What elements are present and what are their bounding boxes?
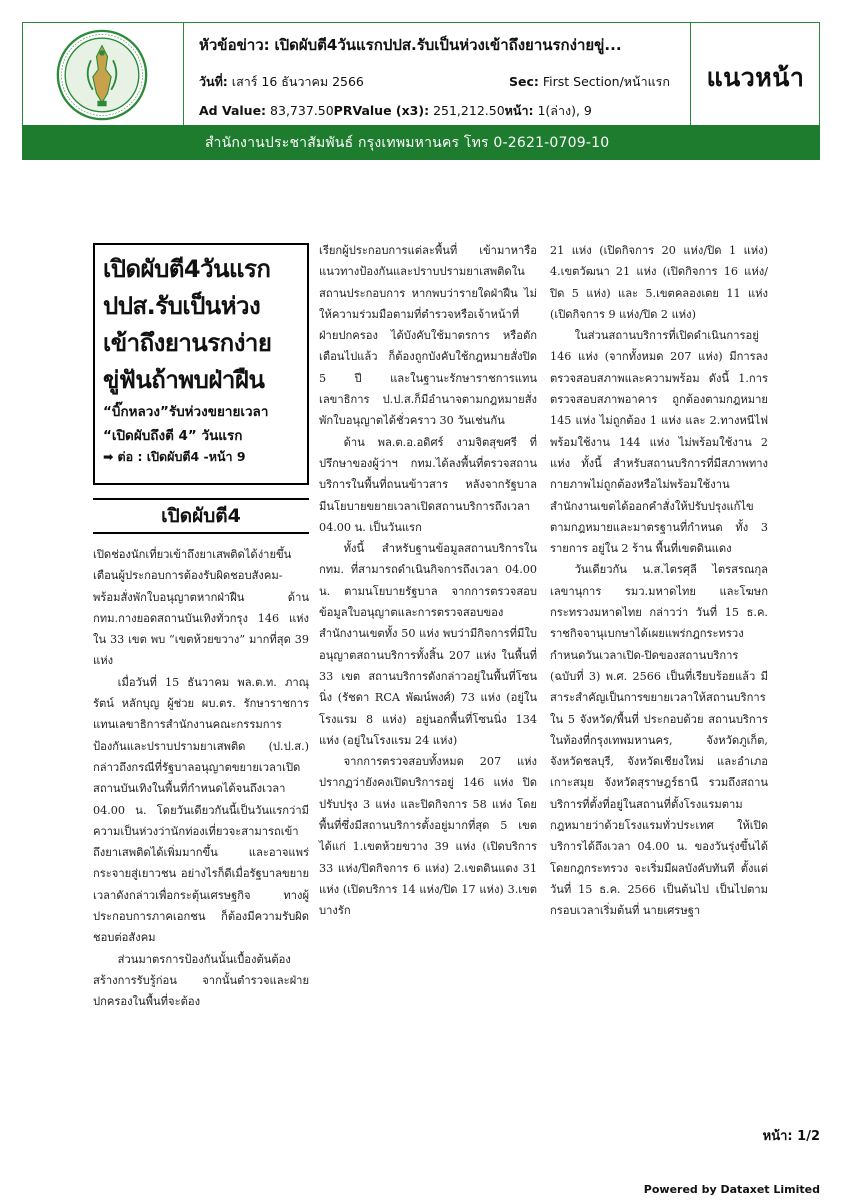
paragraph: ทั้งนี้ สำหรับฐานข้อมูลสถานบริการใน กทม. ที่สามารถดำเนินกิจการถึงเวลา 04.00 น. ตามนโยบายรัฐบาล จากการตรวจสอบข้อมูลใบอนุญาตและการตรวจสอบของสำนักงานเขตทั้ง 50 แห่ง พบว่ามีกิจการที่มีใบอนุญาตสถานบริการทั้งสิ้น 207 แห่ง ในพื้นที่ 33 เขต สถานบริการดังกล่าวอยู่ในพื้นที่โซนนิ่ง (รัชดา RCA พัฒน์พงศ์) 73 แห่ง (อยู่ในโรงแรม 8 แห่ง) อยู่นอกพื้นที่โซนนิ่ง 134 แห่ง (อยู่ในโรงแรม 24 แห่ง) (319, 542, 537, 747)
clipping-info (199, 33, 689, 121)
paragraph: วันเดียวกัน น.ส.ไตรศุลี ไตรสรณกุล เลขานุการ รมว.มหาดไทย และโฆษกกระทรวงมหาดไทย กล่าวว่า วันที่ 15 ธ.ค. ราชกิจจานุเบกษาได้เผยแพร่กฎกระทรวงกำหนดวันเวลาเปิด-ปิดของสถานบริการ (ฉบับที่ 3) พ.ศ. 2566 เป็นที่เรียบร้อยแล้ว มีสาระสำคัญเป็นการขยายเวลาให้สถานบริการใน 5 จังหวัด/พื้นที่ ประกอบด้วย สถานบริการในท้องที่กรุงเทพมหานคร, จังหวัดภูเก็ต, จังหวัดชลบุรี, จังหวัดเชียงใหม่ และอำเภอเกาะสมุย จังหวัดสุราษฎร์ธานี รวมถึงสถานบริการที่ตั้งที่อยู่ในสถานที่ตั้งโรงแรมตามกฎหมายว่าด้วยโรงแรมทั่วประเทศ ให้เปิดบริการได้ถึงเวลา 04.00 น. ของวันรุ่งขึ้นได้ โดยกฎกระทรวง จะเริ่มมีผลบังคับทันที ตั้งแต่วันที่ 15 ธ.ค. 2566 เป็นต้นไป เป็นไปตามกรอบเวลาเริ่มต้นที่ นายเศรษฐา (550, 563, 768, 918)
sec-label: Sec: (509, 74, 539, 89)
paragraph: เปิดช่องนักเที่ยวเข้าถึงยาเสพติดได้ง่ายขึ้น เตือนผู้ประกอบการต้องรับผิดชอบสังคม-พร้อมสั่งพักใบอนุญาตหากฝ่าฝืน ด้าน กทม.กางยอดสถานบันเทิงทั่วกรุง 146 แห่ง ใน 33 เขต พบ “เขตห้วยขวาง” มากที่สุด 39 แห่ง (93, 548, 309, 668)
ad-row (199, 101, 689, 121)
column-title: เปิดผับตี4 (93, 498, 309, 534)
paragraph: 21 แห่ง (เปิดกิจการ 20 แห่ง/ปิด 1 แห่ง) 4.เขตวัฒนา 21 แห่ง (เปิดกิจการ 16 แห่ง/ปิด 5 แห่ง) และ 5.เขตคลองเตย 11 แห่ง (เปิดกิจการ 9 แห่ง/ปิด 2 แห่ง) (550, 244, 768, 321)
article-headline-box (93, 243, 309, 485)
logo-cell (23, 23, 184, 133)
date-row (199, 72, 689, 88)
subhead-line: “เปิดผับถึงตี 4” วันแรก (103, 428, 243, 444)
paragraph: ในส่วนสถานบริการที่เปิดดำเนินการอยู่ 146 แห่ง (จากทั้งหมด 207 แห่ง) มีการลงตรวจสอบสภาพและความพร้อม ดังนี้ 1.การตรวจสอบสภาพอาคาร ถูกต้องตามกฎหมาย 145 แห่ง ไม่ถูกต้อง 1 แห่ง และ 2.ทางหนีไฟ พร้อมใช้งาน 144 แห่ง ไม่พร้อมใช้งาน 2 แห่ง ทั้งนี้ สำหรับสถานบริการที่มีสภาพทางกายภาพไม่ถูกต้องหรือไม่พร้อมใช้งาน สำนักงานเขตได้ออกคำสั่งให้ปรับปรุงแก้ไขตามกฎหมายและมาตรฐานที่กำหนด ทั้ง 3 รายการ อยู่ใน 2 ร้าน พื้นที่เขตดินแดง (550, 329, 768, 556)
paragraph: ส่วนมาตรการป้องกันนั้นเบื้องต้นต้องสร้างการรับรู้ก่อน จากนั้นตำรวจและฝ่ายปกครองในพื้นที่จะต้อง (93, 952, 309, 1009)
continued-note (103, 447, 301, 467)
powered-by: Powered by Dataxet Limited (643, 1183, 820, 1196)
ad-label: Ad Value: (199, 103, 267, 118)
headline-row (199, 33, 689, 57)
date-label: วันที่: (199, 74, 228, 89)
clipping-header (22, 22, 820, 135)
subhead-line: “บิ๊กหลวง”รับห่วงขยายเวลา (103, 404, 269, 420)
title-line: ขู่ฟันถ้าพบฝ่าฝืน (103, 366, 265, 394)
title-line: เปิดผับตี4วันแรก (103, 255, 271, 283)
arrow-right-icon: ➡ (103, 449, 114, 464)
publication-name: แนวหน้า (690, 23, 820, 133)
bangkok-seal-icon (56, 29, 148, 121)
ad-value: 83,737.50 (270, 103, 334, 118)
title-line: เข้าถึงยานรกง่าย (103, 329, 272, 357)
continued-text: ต่อ : เปิดผับตี4 -หน้า 9 (117, 449, 246, 464)
paragraph: เมื่อวันที่ 15 ธันวาคม พล.ต.ท. ภาณุรัตน์ หลักบุญ ผู้ช่วย ผบ.ตร. รักษาราชการแทนเลขาธิการสำนักงานคณะกรรมการป้องกันและปราบปรามยาเสพติด (ป.ป.ส.) กล่าวถึงกรณีที่รัฐบาลอนุญาตขยายเวลาเปิดสถานบันเทิงในพื้นที่กำหนดได้จนถึงเวลา 04.00 น. โดยวันเดียวกันนี้เป็นวันแรกว่ามีความเป็นห่วงว่านักท่องเที่ยวจะสามารถเข้าถึงยาเสพติดได้เพิ่มมากขึ้น และอาจแพร่กระจายสู่เยาวชน อย่างไรก็ดีเมื่อรัฐบาลขยายเวลาดังกล่าวเพื่อกระตุ้นเศรษฐกิจ ทางผู้ประกอบการภาคเอกชน ก็ต้องมีความรับผิดชอบต่อสังคม (93, 675, 309, 945)
page-value: 1(ล่าง), 9 (537, 103, 592, 118)
paragraph: จากการตรวจสอบทั้งหมด 207 แห่ง ปรากฏว่ายังคงเปิดบริการอยู่ 146 แห่ง ปิดปรับปรุง 3 แห่ง และปิดกิจการ 58 แห่ง โดยพื้นที่ซึ่งมีสถานบริการตั้งอยู่มากที่สุด 5 เขต ได้แก่ 1.เขตห้วยขวาง 39 แห่ง (เปิดบริการ 33 แห่ง/ปิดกิจการ 6 แห่ง) 2.เขตดินแดง 31 แห่ง (เปิดบริการ 14 แห่ง/ปิด 17 แห่ง) 3.เขตบางรัก (319, 755, 537, 918)
paragraph: ด้าน พล.ต.อ.อดิศร์ งามจิตสุขศรี ที่ปรึกษาของผู้ว่าฯ กทม.ได้ลงพื้นที่ตรวจสถานบริการในพื้นที่ถนนข้าวสาร หลังจากรัฐบาลมีนโยบายขยายเวลาเปิดสถานบริการถึงเวลา 04.00 น. เป็นวันแรก (319, 435, 537, 534)
section-info (509, 72, 670, 92)
article-column-3 (550, 240, 768, 922)
article-column-2 (319, 240, 537, 922)
article-column-1 (93, 544, 309, 1013)
pr-label: PRValue (x3): (333, 103, 430, 118)
date-value: เสาร์ 16 ธันวาคม 2566 (231, 74, 364, 89)
page-number: หน้า: 1/2 (762, 1129, 820, 1144)
page-label: หน้า: (504, 103, 534, 118)
headline-label: หัวข้อข่าว: (199, 36, 270, 54)
sec-value: First Section/หน้าแรก (542, 74, 670, 89)
org-bar: สำนักงานประชาสัมพันธ์ กรุงเทพมหานคร โทร 0-2621-0709-10 (22, 125, 820, 160)
article-title (103, 251, 301, 399)
title-line: ปปส.รับเป็นห่วง (103, 292, 261, 320)
paragraph: เรียกผู้ประกอบการแต่ละพื้นที่ เข้ามาหารือแนวทางป้องกันและปราบปรามยาเสพติดในสถานประกอบการ หากพบว่ารายใดฝ่าฝืน ไม่ให้ความร่วมมือตามที่ตำรวจหรือเจ้าหน้าที่ฝ่ายปกครอง ได้บังคับใช้มาตรการ หรือตักเตือนไปแล้ว ก็ต้องถูกบังคับใช้กฎหมายสั่งปิด 5 ปี และในฐานะรักษาราชการแทนเลขาธิการ ป.ป.ส.ก็มีอำนาจตามกฎหมายสั่งพักใบอนุญาตได้ชั่วคราว 30 วันเช่นกัน (319, 244, 537, 428)
headline-text: เปิดผับตี4วันแรกปปส.รับเป็นห่วงเข้าถึงยานรกง่ายขู่... (274, 36, 622, 54)
pr-value: 251,212.50 (433, 103, 505, 118)
